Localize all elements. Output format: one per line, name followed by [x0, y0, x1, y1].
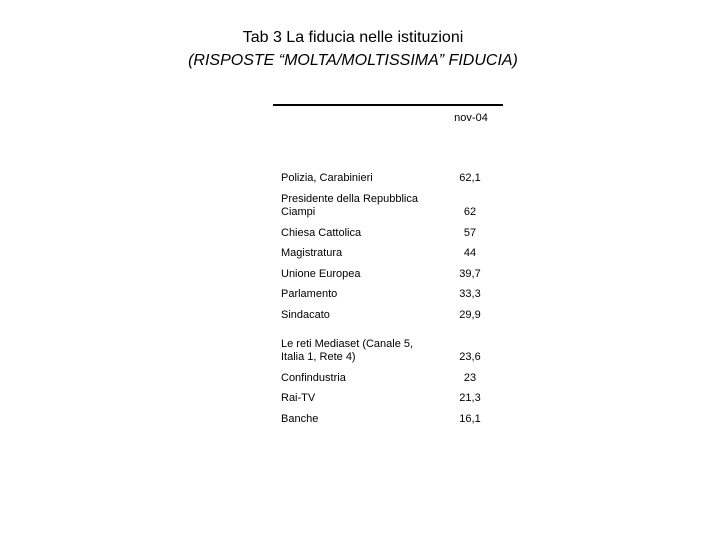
table-subtitle: (RISPOSTE “MOLTA/MOLTISSIMA” FIDUCIA)	[188, 52, 518, 69]
row-value: 62	[463, 206, 477, 218]
row-label: Chiesa Cattolica	[281, 227, 362, 239]
row-value: 23	[463, 372, 477, 384]
table-title: Tab 3 La fiducia nelle istituzioni	[242, 29, 464, 46]
row-value: 29,9	[459, 309, 481, 321]
row-label: Polizia, Carabinieri	[281, 172, 373, 184]
row-label: Le reti Mediaset (Canale 5, Italia 1, Rete 4)	[281, 338, 414, 363]
row-value: 21,3	[459, 392, 481, 404]
header-rule	[273, 104, 503, 106]
row-label: Unione Europea	[281, 268, 361, 280]
row-value: 23,6	[459, 351, 481, 363]
row-label: Rai-TV	[281, 392, 316, 404]
row-label: Sindacato	[281, 309, 330, 321]
column-header: nov-04	[454, 112, 488, 124]
row-label: Banche	[281, 413, 319, 425]
row-value: 39,7	[459, 268, 481, 280]
row-label: Parlamento	[281, 288, 338, 300]
row-value: 62,1	[459, 172, 481, 184]
row-value: 16,1	[459, 413, 481, 425]
row-label: Magistratura	[281, 247, 343, 259]
row-value: 33,3	[459, 288, 481, 300]
row-value: 44	[463, 247, 477, 259]
row-value: 57	[463, 227, 477, 239]
row-label: Presidente della Repubblica Ciampi	[281, 193, 418, 218]
row-label: Confindustria	[281, 372, 346, 384]
